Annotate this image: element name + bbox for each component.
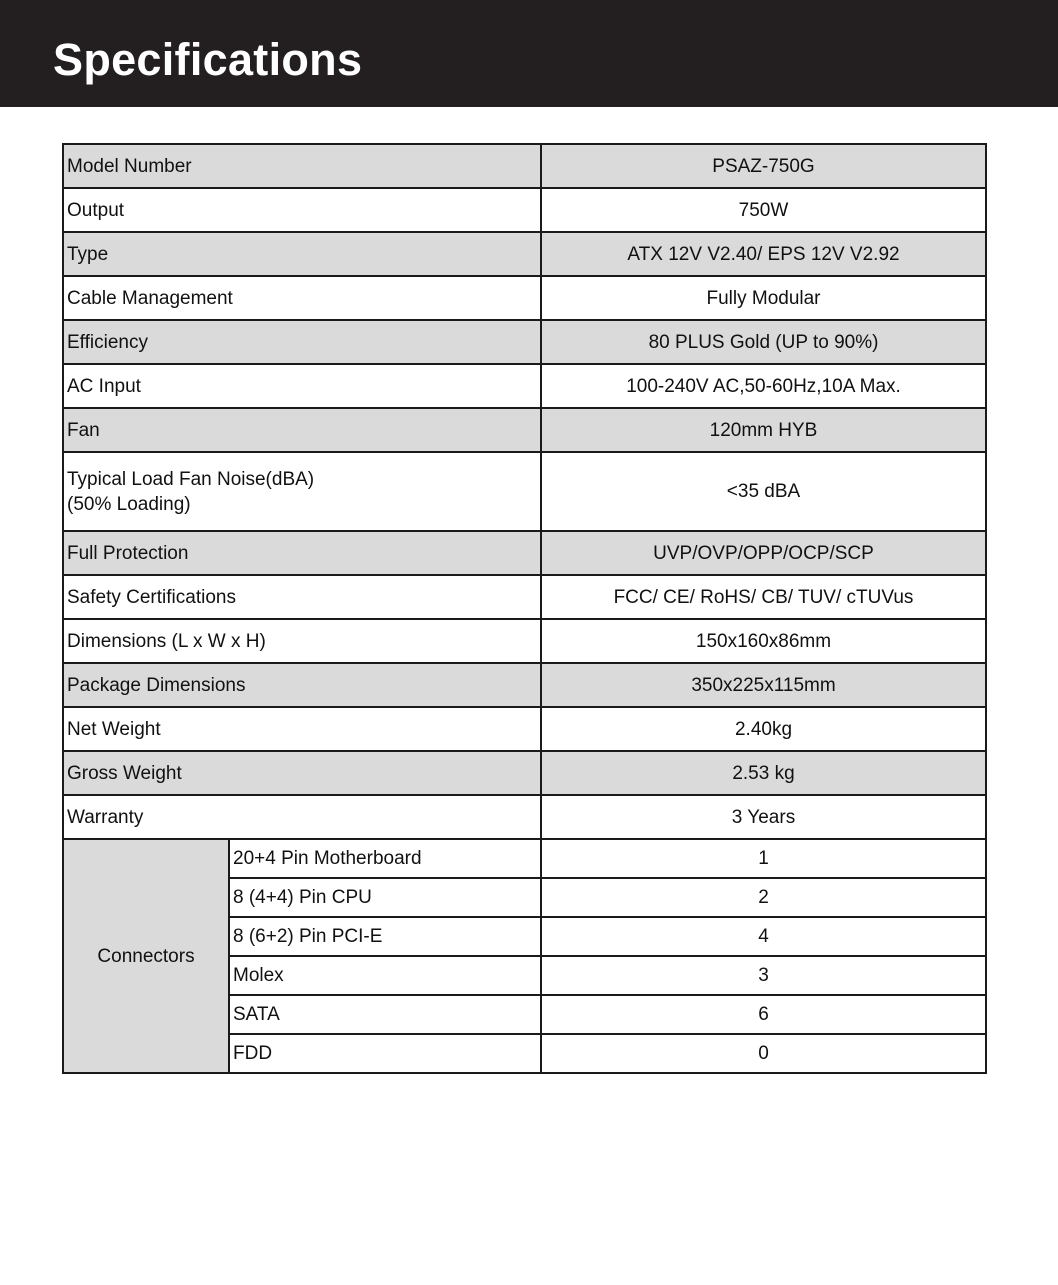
spec-row-full-protection [63,531,986,575]
spec-label: Fan [63,408,541,452]
specifications-table [62,143,987,1074]
connector-name: 8 (6+2) Pin PCI-E [229,917,541,956]
spec-label: AC Input [63,364,541,408]
spec-value: 2.53 kg [541,751,986,795]
page-title: Specifications [53,34,363,85]
spec-value: 2.40kg [541,707,986,751]
spec-value: 100-240V AC,50-60Hz,10A Max. [541,364,986,408]
spec-label: Type [63,232,541,276]
connectors-group-label: Connectors [63,839,229,1073]
spec-row-package-dimensions [63,663,986,707]
spec-label: Dimensions (L x W x H) [63,619,541,663]
spec-label: Efficiency [63,320,541,364]
connector-count: 3 [541,956,986,995]
spec-value: Fully Modular [541,276,986,320]
connector-name: 20+4 Pin Motherboard [229,839,541,878]
connector-name: Molex [229,956,541,995]
connector-row [63,839,986,878]
spec-value: FCC/ CE/ RoHS/ CB/ TUV/ cTUVus [541,575,986,619]
spec-row-net-weight [63,707,986,751]
spec-row-type [63,232,986,276]
spec-value: <35 dBA [541,452,986,531]
spec-value: ATX 12V V2.40/ EPS 12V V2.92 [541,232,986,276]
spec-label: Gross Weight [63,751,541,795]
spec-label: Typical Load Fan Noise(dBA) (50% Loading) [63,452,541,531]
spec-row-dimensions [63,619,986,663]
spec-row-model-number [63,144,986,188]
spec-label: Safety Certifications [63,575,541,619]
spec-value: 350x225x115mm [541,663,986,707]
spec-value: UVP/OVP/OPP/OCP/SCP [541,531,986,575]
connector-count: 2 [541,878,986,917]
connector-count: 6 [541,995,986,1034]
spec-value: 3 Years [541,795,986,839]
spec-label: Full Protection [63,531,541,575]
header-bar [0,0,1058,107]
spec-label: Package Dimensions [63,663,541,707]
spec-label: Model Number [63,144,541,188]
connector-name: 8 (4+4) Pin CPU [229,878,541,917]
spec-row-fan-noise [63,452,986,531]
spec-row-warranty [63,795,986,839]
connector-name: SATA [229,995,541,1034]
spec-row-efficiency [63,320,986,364]
spec-row-gross-weight [63,751,986,795]
spec-row-fan [63,408,986,452]
connector-count: 0 [541,1034,986,1073]
spec-label: Output [63,188,541,232]
connector-name: FDD [229,1034,541,1073]
spec-label: Cable Management [63,276,541,320]
spec-label: Warranty [63,795,541,839]
spec-value: 120mm HYB [541,408,986,452]
spec-value: 750W [541,188,986,232]
spec-row-safety-certifications [63,575,986,619]
spec-row-cable-management [63,276,986,320]
spec-value: 80 PLUS Gold (UP to 90%) [541,320,986,364]
connector-count: 1 [541,839,986,878]
spec-value: 150x160x86mm [541,619,986,663]
connector-count: 4 [541,917,986,956]
spec-label: Net Weight [63,707,541,751]
spec-value: PSAZ-750G [541,144,986,188]
spec-row-ac-input [63,364,986,408]
spec-row-output [63,188,986,232]
